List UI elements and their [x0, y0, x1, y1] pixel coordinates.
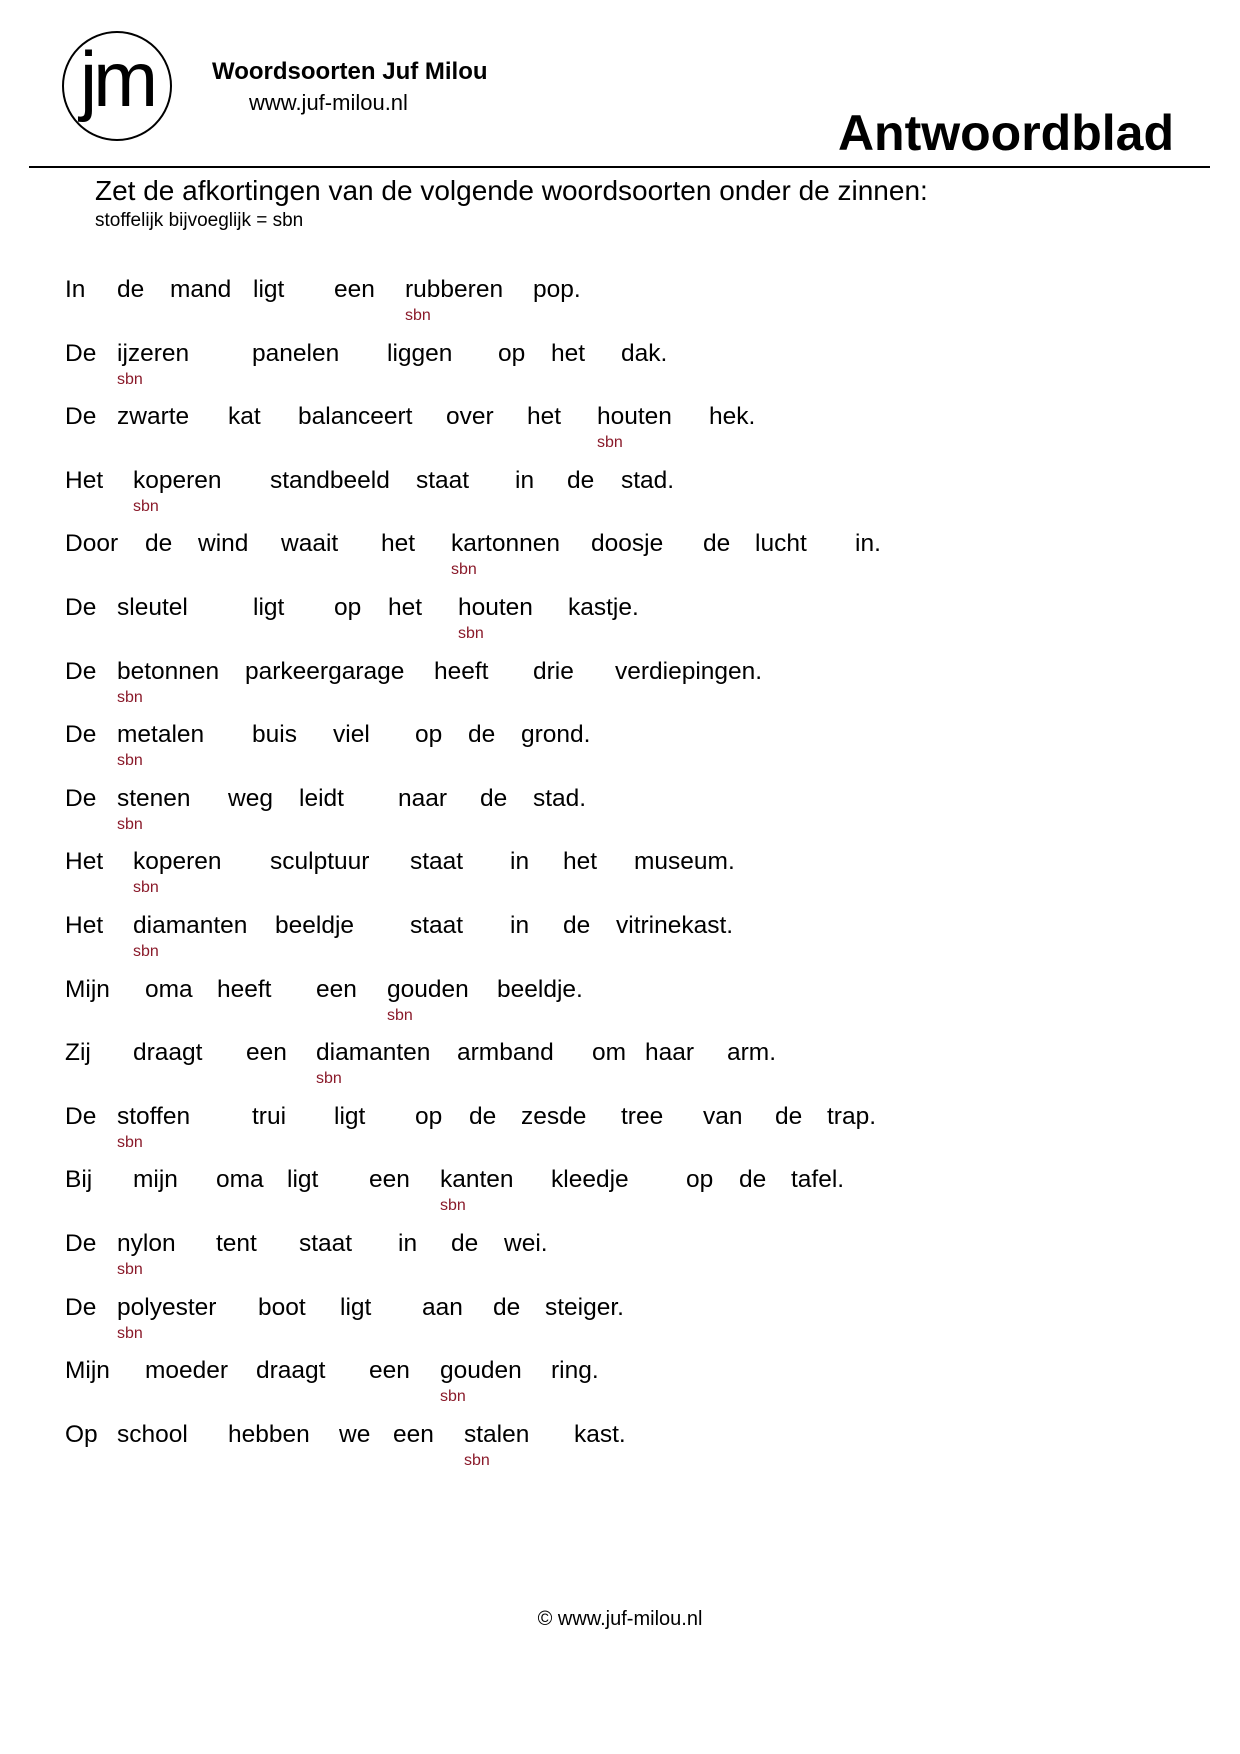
sentence-word: school [117, 1420, 188, 1448]
sentence-word: De [65, 1293, 97, 1321]
answer-tag: sbn [316, 1070, 342, 1088]
sentence-word: De [65, 1230, 97, 1257]
sentence-word: het [563, 848, 598, 876]
sentence-word: om [592, 1039, 627, 1067]
sentence-word: koperen [133, 848, 222, 876]
sentence-word: kast. [574, 1420, 626, 1448]
sentence-word: ligt [253, 276, 285, 303]
sentence-word: stoffen [117, 1102, 191, 1130]
sentence-word: wei. [504, 1230, 548, 1257]
page-title: Antwoordblad [837, 105, 1174, 161]
sentence-word: pop. [533, 276, 581, 303]
sentence-word: kartonnen [451, 530, 560, 558]
sentence-word: doosje [591, 530, 664, 558]
instruction-text: Zet de afkortingen van de volgende woordsoorten onder de zinnen: [95, 175, 928, 206]
sentence-line [0, 276, 1240, 336]
sentence-word: draagt [133, 1039, 203, 1067]
sentence-word: ligt [253, 594, 285, 621]
sentence-word: we [339, 1420, 371, 1448]
sentence-line [0, 1357, 1240, 1417]
sentence-line [0, 594, 1240, 654]
sentence-word: trui [252, 1102, 287, 1130]
sentence-word: houten [597, 403, 672, 431]
sentence-word: heeft [217, 975, 272, 1003]
sentence-word: De [65, 721, 97, 749]
sentence-word: kastje. [568, 594, 639, 621]
sentence-word: staat [416, 466, 470, 494]
sentence-word: Zij [65, 1039, 91, 1067]
sentence-word: kanten [440, 1166, 514, 1194]
sentence-word: koperen [133, 466, 222, 494]
sentence-word: ring. [551, 1357, 599, 1385]
sentence-line [0, 1103, 1240, 1163]
sentence-word: sculptuur [270, 848, 370, 876]
sentence-word: zesde [521, 1102, 587, 1130]
sentence-word: sleutel [117, 594, 188, 621]
sentence-word: De [65, 403, 97, 431]
sentence-word: nylon [117, 1230, 176, 1257]
sentence-word: het [381, 530, 416, 558]
sentence-word: De [65, 1102, 97, 1130]
answer-tag: sbn [117, 688, 143, 706]
footer-copyright: © www.juf-milou.nl [537, 1608, 703, 1630]
sentence-word: lucht [755, 530, 807, 558]
answer-tag: sbn [464, 1451, 490, 1469]
sentence-word: arm. [727, 1039, 776, 1067]
sentence-line [0, 976, 1240, 1036]
sentence-line [0, 785, 1240, 845]
sentence-word: tent [216, 1230, 257, 1257]
sentence-word: drie [533, 657, 574, 685]
sentence-word: het [551, 339, 586, 367]
sentence-word: diamanten [316, 1039, 431, 1067]
sentence-word: Bij [65, 1166, 93, 1194]
sentence-word: viel [333, 721, 370, 749]
sentence-word: Mijn [65, 1357, 110, 1385]
sentence-line [0, 658, 1240, 718]
sentence-word: staat [299, 1230, 353, 1257]
answer-tag: sbn [451, 561, 477, 579]
sentence-word: Mijn [65, 975, 110, 1003]
sentence-line [0, 912, 1240, 972]
site-url: www.juf-milou.nl [249, 90, 408, 115]
sentence-word: standbeeld [270, 466, 390, 494]
sentence-word: polyester [117, 1293, 217, 1321]
sentence-line [0, 340, 1240, 400]
sentence-word: hek. [709, 403, 756, 431]
answer-tag: sbn [597, 434, 623, 452]
sentence-word: waait [281, 530, 339, 558]
sentence-word: tree [621, 1102, 664, 1130]
sentence-word: in. [855, 530, 881, 558]
sentence-word: liggen [387, 339, 453, 367]
answer-tag: sbn [133, 943, 159, 960]
sentence-word: kleedje [551, 1166, 629, 1194]
answer-tag: sbn [117, 815, 143, 833]
sentence-word: de [567, 466, 595, 494]
sentence-word: vitrinekast. [616, 912, 734, 939]
sentence-line [0, 1230, 1240, 1290]
sentence-word: mand [170, 276, 232, 303]
sentence-word: gouden [440, 1357, 522, 1385]
sentence-word: de [469, 1102, 497, 1130]
sentence-word: weg [228, 784, 273, 812]
sentence-word: Door [65, 530, 119, 558]
sentence-word: moeder [145, 1357, 229, 1385]
answer-tag: sbn [440, 1388, 466, 1406]
sentence-word: in [510, 848, 530, 876]
sentence-word: in [515, 466, 535, 494]
sentence-word: stad. [533, 784, 587, 812]
sentence-word: ligt [334, 1102, 366, 1130]
sentence-word: stenen [117, 784, 191, 812]
sentence-word: oma [145, 975, 193, 1003]
sentence-word: ijzeren [117, 339, 190, 367]
sentence-word: In [65, 276, 86, 303]
sentence-word: naar [398, 784, 448, 812]
sentence-word: panelen [252, 339, 340, 367]
answer-tag: sbn [458, 625, 484, 642]
answer-tag: sbn [117, 370, 143, 388]
sentence-word: op [686, 1166, 714, 1194]
sentence-word: Het [65, 912, 104, 939]
sentence-word: beeldje. [497, 975, 583, 1003]
sentence-word: steiger. [545, 1293, 624, 1321]
answer-tag: sbn [405, 307, 431, 324]
sentence-line [0, 1421, 1240, 1481]
answer-tag: sbn [117, 1133, 143, 1151]
sentence-word: verdiepingen. [615, 657, 763, 685]
logo [62, 31, 172, 141]
sentence-word: hebben [228, 1420, 310, 1448]
sentence-word: gouden [387, 975, 469, 1003]
sentence-word: het [527, 403, 562, 431]
sentence-word: rubberen [405, 276, 504, 303]
sentence-word: balanceert [298, 403, 413, 431]
sentence-word: ligt [340, 1293, 372, 1321]
sentence-word: wind [198, 530, 249, 558]
sentence-line [0, 1294, 1240, 1354]
sentence-word: in [510, 912, 530, 939]
sentence-word: betonnen [117, 657, 220, 685]
sentence-word: staat [410, 912, 464, 939]
sentence-word: diamanten [133, 912, 248, 939]
sentence-word: een [393, 1420, 434, 1448]
answer-tag: sbn [387, 1006, 413, 1024]
sentence-word: haar [645, 1039, 695, 1067]
sentence-line [0, 721, 1240, 781]
sentence-word: buis [252, 721, 297, 749]
sentence-word: heeft [434, 657, 489, 685]
answer-tag: sbn [117, 1324, 143, 1342]
sentence-word: draagt [256, 1357, 326, 1385]
sentence-word: van [703, 1102, 743, 1130]
answer-tag: sbn [133, 879, 159, 897]
answer-tag: sbn [117, 1261, 143, 1278]
sentence-word: de [480, 784, 508, 812]
sentence-word: op [498, 339, 526, 367]
sentence-line [0, 848, 1240, 908]
sentence-line [0, 467, 1240, 527]
sentence-word: museum. [634, 848, 735, 876]
sentence-word: een [316, 975, 357, 1003]
sentence-word: De [65, 594, 97, 621]
sentence-word: de [145, 530, 173, 558]
sentence-line [0, 1166, 1240, 1226]
sentence-word: de [703, 530, 731, 558]
sentence-word: de [117, 276, 145, 303]
sentence-word: grond. [521, 721, 591, 749]
sentence-word: een [369, 1357, 410, 1385]
sentence-word: op [334, 594, 362, 621]
sentence-word: een [334, 276, 375, 303]
answer-tag: sbn [440, 1197, 466, 1215]
sentence-word: De [65, 657, 97, 685]
sentence-word: het [388, 594, 423, 621]
sentence-word: leidt [299, 784, 344, 812]
sentence-line [0, 403, 1240, 463]
sentence-word: ligt [287, 1166, 319, 1194]
sentence-word: dak. [621, 339, 668, 367]
sentence-word: De [65, 784, 97, 812]
sentence-word: staat [410, 848, 464, 876]
sentence-word: houten [458, 594, 533, 621]
sentence-word: beeldje [275, 912, 355, 939]
sentence-word: parkeergarage [245, 657, 405, 685]
sentence-word: de [775, 1102, 803, 1130]
sentence-word: op [415, 1102, 443, 1130]
sentence-word: oma [216, 1166, 264, 1194]
logo-text: jm [79, 35, 155, 123]
sentence-word: zwarte [117, 403, 190, 431]
sentence-word: de [451, 1230, 479, 1257]
sentence-word: de [468, 721, 496, 749]
sentence-word: stalen [464, 1420, 530, 1448]
sentence-word: metalen [117, 721, 205, 749]
sentence-word: over [446, 403, 494, 431]
sentence-word: stad. [621, 466, 675, 494]
answer-tag: sbn [117, 752, 143, 770]
sentence-word: op [415, 721, 443, 749]
sentence-word: mijn [133, 1166, 178, 1194]
sentence-line [0, 1039, 1240, 1099]
sentence-word: de [493, 1293, 521, 1321]
sentence-word: Het [65, 466, 104, 494]
sentence-word: aan [422, 1293, 463, 1321]
sentence-word: de [739, 1166, 767, 1194]
sentence-line [0, 530, 1240, 590]
sentence-word: tafel. [791, 1166, 845, 1194]
sentence-word: trap. [827, 1102, 877, 1130]
sentence-word: boot [258, 1293, 306, 1321]
sentence-word: armband [457, 1039, 554, 1067]
legend-text: stoffelijk bijvoeglijk = sbn [95, 210, 304, 231]
sentence-word: een [369, 1166, 410, 1194]
sentence-word: De [65, 339, 97, 367]
sentence-word: Op [65, 1420, 98, 1448]
answer-tag: sbn [133, 497, 159, 515]
sentence-word: kat [228, 403, 261, 431]
sentence-word: de [563, 912, 591, 939]
sentence-word: in [398, 1230, 418, 1257]
sentence-word: Het [65, 848, 104, 876]
header-divider [29, 166, 1210, 168]
sentence-word: een [246, 1039, 287, 1067]
brand-title: Woordsoorten Juf Milou [212, 58, 488, 85]
